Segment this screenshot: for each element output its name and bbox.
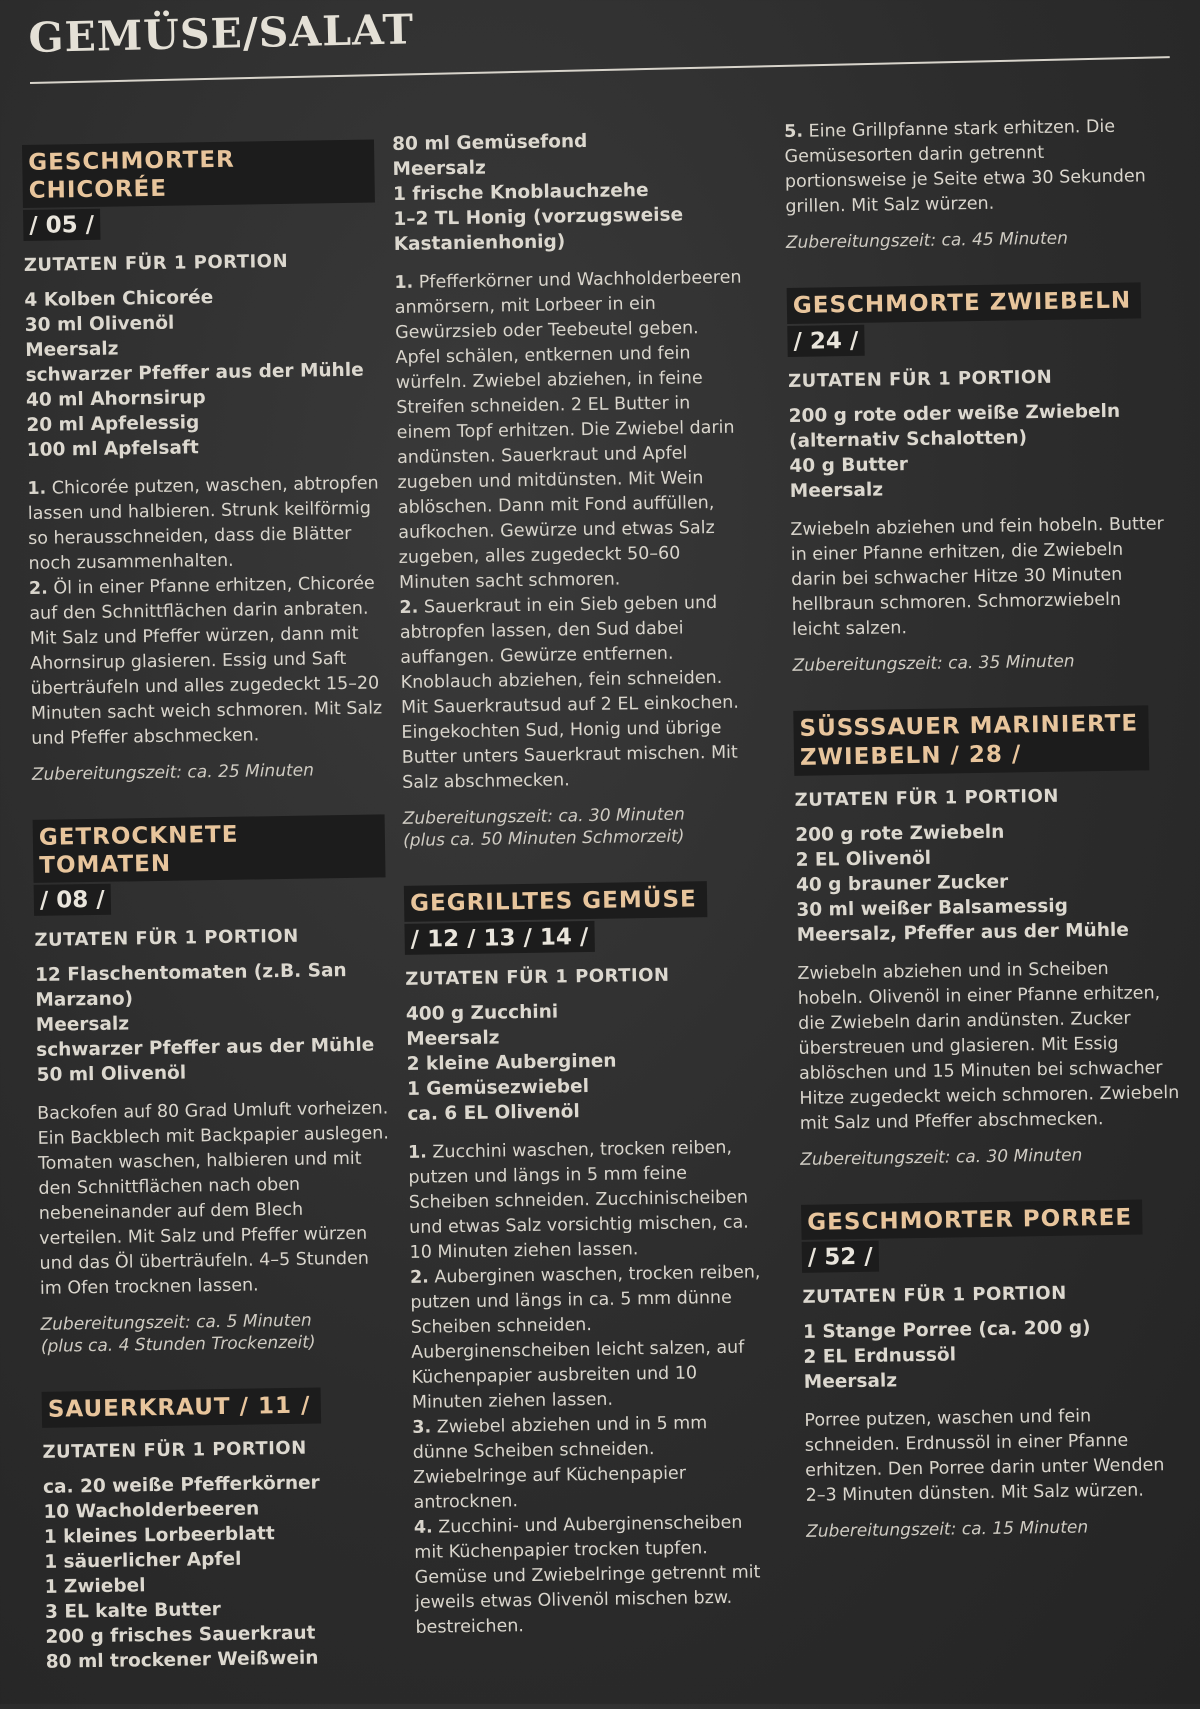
ingredient-item: 2 EL Erdnussöl xyxy=(803,1344,957,1369)
prep-time-line: Zubereitungszeit: ca. 35 Minuten xyxy=(792,651,1075,676)
prep-time xyxy=(800,1143,1180,1171)
ingredient-item: Meersalz xyxy=(392,157,486,180)
step-text: 2. Sauerkraut in ein Sieb geben und abtropfen lassen, den Sud dabei auffangen. Gewürze entfernen. Knoblauch abziehen, fein schneiden. Mit Sauerkrautsud auf 2 EL einkochen. Eingekochten Sud, Honig und übrige Butter unters Sauerkraut mischen. Mit Salz abschmecken. xyxy=(399,592,740,793)
column-3 xyxy=(784,114,1187,1577)
ingredient-item: 400 g Zucchini xyxy=(405,1001,559,1025)
recipe-number: / 52 / xyxy=(802,1241,879,1273)
ingredient-item: 200 g frisches Sauerkraut xyxy=(45,1622,316,1648)
ingredient-item: 1 kleines Lorbeerblatt xyxy=(43,1523,275,1548)
ingredient-item: 30 ml Olivenöl xyxy=(24,312,175,337)
step-number: 1. xyxy=(27,478,47,500)
step-text: Backofen auf 80 Grad Umluft vorheizen. Ein Backblech mit Backpapier auslegen. Tomaten waschen, halbieren und mit den Schnittflächen nach oben nebeneinander auf dem Blech verteilen. Mit Salz und Pfeffer würzen und das Öl überträufeln. 4–5 Stunden im Ofen trocknen lassen. xyxy=(37,1098,390,1300)
prep-time-line: Zubereitungszeit: ca. 25 Minuten xyxy=(31,760,315,786)
recipe-number: / 12 / 13 / 14 / xyxy=(404,921,594,955)
ingredient-item: 100 ml Apfelsaft xyxy=(26,437,199,462)
prep-time-line: Zubereitungszeit: ca. 5 Minuten xyxy=(40,1310,312,1336)
ingredient-list xyxy=(35,958,389,1089)
ingredient-item: Meersalz xyxy=(789,479,884,502)
step-text: 5. Eine Grillpfanne stark erhitzen. Die Gemüsesorten darin getrennt portionsweise je Seite etwa 30 Sekunden grillen. Mit Salz würzen. xyxy=(784,116,1146,217)
column-1 xyxy=(22,139,399,1708)
ingredient-item: schwarzer Pfeffer aus der Mühle xyxy=(25,359,364,387)
step-text: 1. Zucchini waschen, trocken reiben, putzen und längs in 5 mm feine Scheiben schneiden. Zucchinischeiben und etwas Salz vorsichtig mischen, ca. 10 Minuten ziehen lassen. xyxy=(407,1137,749,1263)
step-number: 2. xyxy=(409,1267,429,1288)
title-divider xyxy=(30,56,1170,84)
ingredient-item: 200 g rote oder weiße Zwiebeln (alternativ Schalotten) xyxy=(788,400,1121,452)
prep-time-line: (plus ca. 4 Stunden Trockenzeit) xyxy=(40,1332,316,1358)
steps xyxy=(784,114,1166,220)
step-text: 1. Pfefferkörner und Wachholderbeeren anmörsern, mit Lorbeer in ein Gewürzsieb oder Teebeutel geben. Apfel schälen, entkernen und fein würfeln. Zwiebel abziehen, in feine Streifen schneiden. 2 EL Butter in einem Topf erhitzen. Die Zwiebel darin andünsten. Sauerkraut und Apfel zugeben und mitdünsten. Mit Wein ablöschen. Dann mit Fond auffüllen, aufkochen. Gewürze und etwas Salz zugeben, alles zugedeckt 50–60 Minuten sacht schmoren. xyxy=(394,267,742,593)
prep-time xyxy=(792,649,1172,677)
steps xyxy=(804,1403,1186,1509)
steps xyxy=(790,512,1172,643)
prep-time-line: Zubereitungszeit: ca. 15 Minuten xyxy=(806,1517,1089,1543)
ingredient-item: 12 Flaschentomaten (z.B. San Marzano) xyxy=(34,960,347,1012)
recipe-geschmorter-porree xyxy=(801,1199,1186,1544)
steps xyxy=(394,265,754,795)
portion-heading: ZUTATEN FÜR 1 PORTION xyxy=(42,1437,307,1463)
step-number: 2. xyxy=(399,597,419,618)
step-text: 2. Auberginen waschen, trocken reiben, putzen und längs in ca. 5 mm dünne Scheiben schneiden. Auberginenscheiben leicht salzen, auf Küchenpapier ausbreiten und 10 Minuten ziehen lassen. xyxy=(409,1261,761,1413)
ingredient-item: 1 Stange Porree (ca. 200 g) xyxy=(802,1317,1091,1344)
ingredient-item: 2 kleine Auberginen xyxy=(406,1050,617,1075)
ingredient-item: 20 ml Apfelessig xyxy=(26,412,200,437)
recipe-geschmorte-zwiebeln xyxy=(787,282,1173,677)
recipe-title: GEGRILLTES GEMÜSE xyxy=(404,881,707,921)
recipe-title: GESCHMORTER PORREE xyxy=(801,1199,1142,1240)
ingredient-item: 1 säuerlicher Apfel xyxy=(44,1548,242,1573)
ingredient-item: 80 ml trockener Weißwein xyxy=(45,1647,319,1673)
step-text: 3. Zwiebel abziehen und in 5 mm dünne Scheiben schneiden. Zwiebelringe auf Küchenpapier antrocknen. xyxy=(412,1412,708,1513)
ingredient-item: 2 EL Olivenöl xyxy=(795,847,932,871)
ingredient-item: Meersalz, Pfeffer aus der Mühle xyxy=(796,919,1129,946)
portion-heading: ZUTATEN FÜR 1 PORTION xyxy=(405,964,670,990)
recipe-number: / 28 / xyxy=(950,741,1022,769)
recipe-title: SÜSSSAUER MARINIERTE ZWIEBELN / 28 / xyxy=(793,705,1149,776)
column-2 xyxy=(392,126,768,1674)
ingredient-item: 50 ml Olivenöl xyxy=(36,1062,187,1087)
prep-time-line: Zubereitungszeit: ca. 30 Minuten xyxy=(800,1145,1083,1170)
prep-time xyxy=(32,759,384,787)
recipe-number: / 05 / xyxy=(23,209,100,241)
ingredient-item: 40 ml Ahornsirup xyxy=(25,387,206,412)
ingredient-list xyxy=(392,126,746,257)
steps xyxy=(27,472,383,752)
ingredient-item: 1 Gemüsezwiebel xyxy=(406,1075,590,1100)
step-number: 5. xyxy=(784,121,804,142)
steps xyxy=(37,1097,392,1303)
ingredient-list xyxy=(43,1469,398,1675)
prep-time xyxy=(786,226,1166,254)
prep-time-line: (plus ca. 50 Minuten Schmorzeit) xyxy=(402,826,685,851)
recipe-title: GETROCKNETE TOMATEN xyxy=(33,815,386,884)
ingredient-item: Meersalz xyxy=(406,1027,500,1050)
prep-time xyxy=(40,1309,393,1359)
recipe-sauerkraut-continued xyxy=(392,126,755,851)
step-text: Zwiebeln abziehen und fein hobeln. Butter in einer Pfanne erhitzen, die Zwiebeln darin bei schwacher Hitze 30 Minuten hellbraun schmoren. Schmorzwiebeln leicht salzen. xyxy=(790,513,1164,640)
prep-time-line: Zubereitungszeit: ca. 45 Minuten xyxy=(785,228,1069,253)
step-text: 4. Zucchini- und Auberginenscheiben mit Küchenpapier trocken tupfen. Gemüse und Zwiebelringe getrennt mit jeweils etwas Olivenöl mischen bzw. bestreichen. xyxy=(413,1512,761,1638)
ingredient-list xyxy=(803,1314,1184,1395)
page-title: GEMÜSE/SALAT xyxy=(28,5,415,62)
ingredient-item: Meersalz xyxy=(803,1370,898,1394)
step-number: 1. xyxy=(407,1142,428,1163)
ingredient-item: schwarzer Pfeffer aus der Mühle xyxy=(36,1034,375,1062)
recipe-title: SAUERKRAUT / 11 / xyxy=(42,1388,321,1428)
step-text: Zwiebeln abziehen und in Scheiben hobeln. Olivenöl in einer Pfanne erhitzen, die Zwiebeln darin andünsten. Zucker überstreuen und glasieren. Mit Essig ablöschen und 15 Minuten bei schwacher Hitze zugedeckt weich schmoren. Zwiebeln mit Salz und Pfeffer abschmecken. xyxy=(797,958,1180,1134)
recipe-gegrilltes-gemuese-continued xyxy=(784,114,1166,254)
ingredient-item: 80 ml Gemüsefond xyxy=(392,130,588,155)
ingredient-item: Meersalz xyxy=(25,338,119,362)
ingredient-item: Meersalz xyxy=(35,1013,130,1037)
portion-heading: ZUTATEN FÜR 1 PORTION xyxy=(23,251,289,277)
step-number: 3. xyxy=(412,1417,432,1438)
step-number: 4. xyxy=(413,1517,433,1538)
ingredient-item: 40 g brauner Zucker xyxy=(795,871,1009,896)
ingredient-item: 1 Zwiebel xyxy=(44,1575,146,1598)
step-text: 1. Chicorée putzen, waschen, abtropfen lassen und halbieren. Strunk keilförmig so herausschneiden, dass die Blätter noch zusammenhalten. xyxy=(27,473,379,575)
recipe-gegrilltes-gemuese xyxy=(404,880,768,1640)
recipe-getrocknete-tomaten xyxy=(33,815,393,1359)
ingredient-item: 10 Wacholderbeeren xyxy=(43,1498,260,1523)
ingredient-item: 40 g Butter xyxy=(789,453,909,477)
recipe-number: / 08 / xyxy=(34,884,111,916)
prep-time-line: Zubereitungszeit: ca. 30 Minuten xyxy=(402,804,685,829)
ingredient-item: 3 EL kalte Butter xyxy=(44,1599,221,1623)
steps xyxy=(408,1135,768,1640)
ingredient-list xyxy=(24,283,379,464)
portion-heading: ZUTATEN FÜR 1 PORTION xyxy=(794,785,1060,811)
recipe-chicoree xyxy=(22,139,384,786)
step-number: 2. xyxy=(28,578,48,600)
ingredient-item: ca. 6 EL Olivenöl xyxy=(407,1100,580,1125)
recipe-title: GESCHMORTER CHICORÉE xyxy=(22,139,375,208)
portion-heading: ZUTATEN FÜR 1 PORTION xyxy=(787,366,1053,392)
recipe-number: / 24 / xyxy=(787,324,864,356)
step-text: 2. Öl in einer Pfanne erhitzen, Chicorée auf den Schnittflächen darin anbraten. Mit Salz und Pfeffer würzen, dann mit Ahornsirup glasieren. Essig und Saft überträufeln und alles zugedeckt 15–20 Minuten sacht weich schmoren. Mit Salz und Pfeffer abschmecken. xyxy=(28,573,383,750)
step-text: Porree putzen, waschen und fein schneiden. Erdnussöl in einer Pfanne erhitzen. Den Porree darin unter Wenden 2–3 Minuten dünsten. Mit Salz würzen. xyxy=(804,1406,1165,1507)
prep-time xyxy=(806,1515,1186,1543)
portion-heading: ZUTATEN FÜR 1 PORTION xyxy=(802,1283,1067,1309)
ingredient-item: 200 g rote Zwiebeln xyxy=(795,821,1005,846)
recipe-number: / 11 / xyxy=(239,1393,311,1421)
recipe-sauerkraut xyxy=(42,1387,398,1675)
recipe-title: GESCHMORTE ZWIEBELN xyxy=(787,282,1142,323)
prep-time xyxy=(403,802,756,852)
ingredient-list xyxy=(795,817,1177,948)
portion-heading: ZUTATEN FÜR 1 PORTION xyxy=(34,926,299,952)
steps xyxy=(797,956,1180,1137)
ingredient-item: 1 frische Knoblauchzehe xyxy=(392,179,649,205)
ingredient-item: 1–2 TL Honig (vorzugsweise Kastanienhonig) xyxy=(393,204,684,255)
ingredient-item: ca. 20 weiße Pfefferkörner xyxy=(42,1472,320,1498)
ingredient-item: 30 ml weißer Balsamessig xyxy=(796,895,1069,921)
ingredient-list xyxy=(406,996,760,1127)
step-number: 1. xyxy=(394,272,414,293)
ingredient-item: 4 Kolben Chicorée xyxy=(24,287,214,312)
recipe-suesssauer-zwiebeln xyxy=(793,705,1180,1171)
ingredient-list xyxy=(788,398,1170,504)
